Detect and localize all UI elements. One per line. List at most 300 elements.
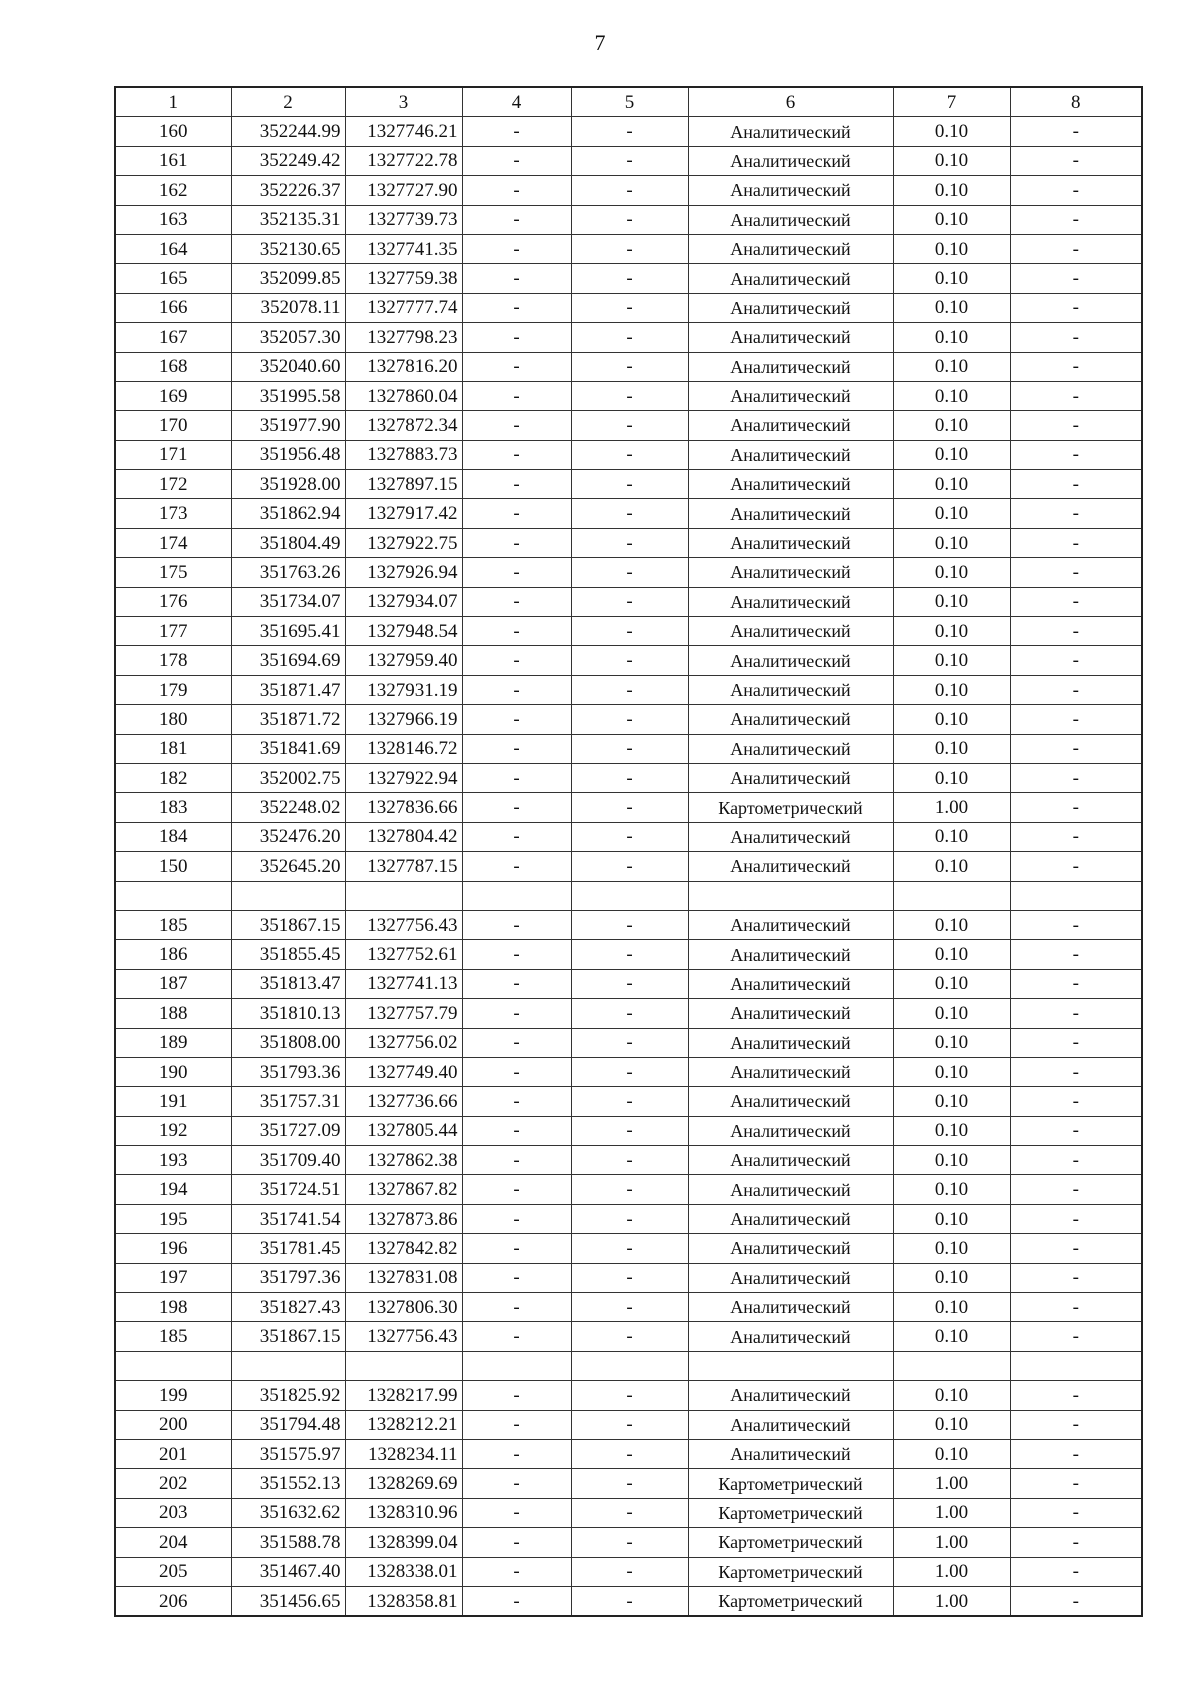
x-coordinate-cell: 351867.15: [231, 910, 345, 939]
y-coordinate-cell: 1327756.43: [345, 1322, 462, 1351]
point-number-cell: 172: [115, 470, 231, 499]
column-4-cell: -: [462, 646, 571, 675]
column-5-cell: -: [571, 499, 688, 528]
y-coordinate-cell: 1327736.66: [345, 1087, 462, 1116]
column-5-cell: -: [571, 470, 688, 499]
x-coordinate-cell: 351552.13: [231, 1469, 345, 1498]
method-cell: Аналитический: [688, 1057, 893, 1086]
column-5-cell: -: [571, 793, 688, 822]
accuracy-cell: 0.10: [893, 323, 1010, 352]
method-cell: Аналитический: [688, 440, 893, 469]
column-8-cell: -: [1010, 1263, 1142, 1292]
point-number-cell: 194: [115, 1175, 231, 1204]
page-number: 7: [594, 30, 606, 55]
method-cell: Аналитический: [688, 705, 893, 734]
point-number-cell: 192: [115, 1116, 231, 1145]
header-cell: 6: [688, 87, 893, 117]
column-4-cell: -: [462, 528, 571, 557]
point-number-cell: 193: [115, 1146, 231, 1175]
y-coordinate-cell: 1327897.15: [345, 470, 462, 499]
x-coordinate-cell: 351763.26: [231, 558, 345, 587]
column-8-cell: -: [1010, 146, 1142, 175]
method-cell: Аналитический: [688, 1263, 893, 1292]
table-row: [115, 1087, 1142, 1116]
x-coordinate-cell: 351724.51: [231, 1175, 345, 1204]
point-number-cell: 166: [115, 293, 231, 322]
point-number-cell: 183: [115, 793, 231, 822]
column-4-cell: -: [462, 558, 571, 587]
column-4-cell: -: [462, 763, 571, 792]
column-5-cell: -: [571, 999, 688, 1028]
point-number-cell: 174: [115, 528, 231, 557]
y-coordinate-cell: 1327862.38: [345, 1146, 462, 1175]
column-8-cell: -: [1010, 1087, 1142, 1116]
x-coordinate-cell: 351871.72: [231, 705, 345, 734]
x-coordinate-cell: 351757.31: [231, 1087, 345, 1116]
x-coordinate-cell: 351808.00: [231, 1028, 345, 1057]
accuracy-cell: 1.00: [893, 1557, 1010, 1586]
accuracy-cell: 0.10: [893, 705, 1010, 734]
x-coordinate-cell: 351695.41: [231, 617, 345, 646]
column-5-cell: -: [571, 323, 688, 352]
y-coordinate-cell: 1327816.20: [345, 352, 462, 381]
column-8-cell: -: [1010, 234, 1142, 263]
table-row: [115, 852, 1142, 881]
column-8-cell: -: [1010, 411, 1142, 440]
method-cell: Картометрический: [688, 1469, 893, 1498]
column-4-cell: -: [462, 205, 571, 234]
column-8-cell: -: [1010, 852, 1142, 881]
column-4-cell: -: [462, 470, 571, 499]
x-coordinate-cell: 352099.85: [231, 264, 345, 293]
point-number-cell: 162: [115, 176, 231, 205]
method-cell: Аналитический: [688, 587, 893, 616]
table-row: [115, 234, 1142, 263]
header-cell: 4: [462, 87, 571, 117]
x-coordinate-cell: 351804.49: [231, 528, 345, 557]
accuracy-cell: 0.10: [893, 352, 1010, 381]
y-coordinate-cell: 1327727.90: [345, 176, 462, 205]
point-number-cell: 185: [115, 910, 231, 939]
column-4-cell: [462, 1351, 571, 1380]
method-cell: Аналитический: [688, 1439, 893, 1468]
column-4-cell: -: [462, 1322, 571, 1351]
point-number-cell: 163: [115, 205, 231, 234]
y-coordinate-cell: 1327926.94: [345, 558, 462, 587]
y-coordinate-cell: 1328146.72: [345, 734, 462, 763]
column-4-cell: -: [462, 1293, 571, 1322]
column-5-cell: -: [571, 264, 688, 293]
x-coordinate-cell: 351862.94: [231, 499, 345, 528]
column-8-cell: -: [1010, 1175, 1142, 1204]
table-row: [115, 793, 1142, 822]
x-coordinate-cell: 351709.40: [231, 1146, 345, 1175]
table-row: [115, 1439, 1142, 1468]
column-5-cell: [571, 881, 688, 910]
y-coordinate-cell: 1327805.44: [345, 1116, 462, 1145]
x-coordinate-cell: 352645.20: [231, 852, 345, 881]
table-row: [115, 117, 1142, 146]
method-cell: Аналитический: [688, 1087, 893, 1116]
column-8-cell: [1010, 1351, 1142, 1380]
method-cell: Картометрический: [688, 793, 893, 822]
column-5-cell: -: [571, 1204, 688, 1233]
accuracy-cell: 1.00: [893, 793, 1010, 822]
method-cell: Аналитический: [688, 969, 893, 998]
column-8-cell: -: [1010, 940, 1142, 969]
accuracy-cell: 0.10: [893, 1234, 1010, 1263]
accuracy-cell: 0.10: [893, 910, 1010, 939]
accuracy-cell: 0.10: [893, 381, 1010, 410]
column-5-cell: -: [571, 1381, 688, 1410]
point-number-cell: 160: [115, 117, 231, 146]
method-cell: Аналитический: [688, 822, 893, 851]
y-coordinate-cell: 1327749.40: [345, 1057, 462, 1086]
y-coordinate-cell: 1327806.30: [345, 1293, 462, 1322]
method-cell: Аналитический: [688, 528, 893, 557]
column-4-cell: [462, 881, 571, 910]
y-coordinate-cell: 1327831.08: [345, 1263, 462, 1292]
table-row: [115, 675, 1142, 704]
point-number-cell: 196: [115, 1234, 231, 1263]
column-8-cell: -: [1010, 793, 1142, 822]
accuracy-cell: 0.10: [893, 205, 1010, 234]
y-coordinate-cell: 1327804.42: [345, 822, 462, 851]
column-4-cell: -: [462, 617, 571, 646]
column-8-cell: -: [1010, 117, 1142, 146]
column-8-cell: -: [1010, 969, 1142, 998]
column-5-cell: -: [571, 675, 688, 704]
table-row: [115, 881, 1142, 910]
method-cell: Аналитический: [688, 264, 893, 293]
accuracy-cell: [893, 1351, 1010, 1380]
y-coordinate-cell: 1327759.38: [345, 264, 462, 293]
x-coordinate-cell: 351575.97: [231, 1439, 345, 1468]
y-coordinate-cell: 1327931.19: [345, 675, 462, 704]
y-coordinate-cell: 1327756.02: [345, 1028, 462, 1057]
column-5-cell: -: [571, 1263, 688, 1292]
point-number-cell: 175: [115, 558, 231, 587]
table-row: [115, 205, 1142, 234]
column-4-cell: -: [462, 264, 571, 293]
table-row: [115, 1057, 1142, 1086]
method-cell: Аналитический: [688, 146, 893, 175]
column-4-cell: -: [462, 1439, 571, 1468]
column-4-cell: -: [462, 1116, 571, 1145]
table-row: [115, 969, 1142, 998]
x-coordinate-cell: 351813.47: [231, 969, 345, 998]
column-5-cell: -: [571, 558, 688, 587]
x-coordinate-cell: 351588.78: [231, 1528, 345, 1557]
accuracy-cell: 0.10: [893, 969, 1010, 998]
method-cell: Аналитический: [688, 1204, 893, 1233]
table-row: [115, 1322, 1142, 1351]
x-coordinate-cell: 351825.92: [231, 1381, 345, 1410]
point-number-cell: 150: [115, 852, 231, 881]
point-number-cell: 176: [115, 587, 231, 616]
point-number-cell: 189: [115, 1028, 231, 1057]
column-4-cell: -: [462, 440, 571, 469]
x-coordinate-cell: 351741.54: [231, 1204, 345, 1233]
y-coordinate-cell: 1327934.07: [345, 587, 462, 616]
x-coordinate-cell: 352130.65: [231, 234, 345, 263]
x-coordinate-cell: 351855.45: [231, 940, 345, 969]
column-5-cell: -: [571, 1410, 688, 1439]
method-cell: Аналитический: [688, 852, 893, 881]
x-coordinate-cell: 352040.60: [231, 352, 345, 381]
point-number-cell: 190: [115, 1057, 231, 1086]
accuracy-cell: 0.10: [893, 1028, 1010, 1057]
point-number-cell: 185: [115, 1322, 231, 1351]
column-5-cell: -: [571, 117, 688, 146]
y-coordinate-cell: 1328358.81: [345, 1586, 462, 1616]
method-cell: Аналитический: [688, 470, 893, 499]
column-8-cell: -: [1010, 1498, 1142, 1527]
x-coordinate-cell: [231, 1351, 345, 1380]
y-coordinate-cell: 1327917.42: [345, 499, 462, 528]
point-number-cell: 165: [115, 264, 231, 293]
y-coordinate-cell: 1327867.82: [345, 1175, 462, 1204]
accuracy-cell: 0.10: [893, 1175, 1010, 1204]
accuracy-cell: 0.10: [893, 176, 1010, 205]
column-8-cell: -: [1010, 1204, 1142, 1233]
method-cell: Аналитический: [688, 910, 893, 939]
point-number-cell: 200: [115, 1410, 231, 1439]
method-cell: [688, 1351, 893, 1380]
column-8-cell: -: [1010, 646, 1142, 675]
column-4-cell: -: [462, 1410, 571, 1439]
column-5-cell: -: [571, 352, 688, 381]
x-coordinate-cell: 352476.20: [231, 822, 345, 851]
column-8-cell: -: [1010, 1410, 1142, 1439]
y-coordinate-cell: 1327777.74: [345, 293, 462, 322]
method-cell: Аналитический: [688, 999, 893, 1028]
y-coordinate-cell: 1327842.82: [345, 1234, 462, 1263]
accuracy-cell: 0.10: [893, 822, 1010, 851]
accuracy-cell: 0.10: [893, 528, 1010, 557]
column-5-cell: -: [571, 646, 688, 675]
column-5-cell: -: [571, 734, 688, 763]
y-coordinate-cell: 1328310.96: [345, 1498, 462, 1527]
table-row: [115, 910, 1142, 939]
table-row: [115, 1234, 1142, 1263]
header-cell: 7: [893, 87, 1010, 117]
y-coordinate-cell: [345, 881, 462, 910]
y-coordinate-cell: 1327752.61: [345, 940, 462, 969]
x-coordinate-cell: 351781.45: [231, 1234, 345, 1263]
x-coordinate-cell: 351734.07: [231, 587, 345, 616]
y-coordinate-cell: 1328234.11: [345, 1439, 462, 1468]
column-4-cell: -: [462, 940, 571, 969]
point-number-cell: 203: [115, 1498, 231, 1527]
table-row: [115, 1175, 1142, 1204]
table-row: [115, 705, 1142, 734]
coordinates-table: [114, 86, 1143, 1617]
column-8-cell: -: [1010, 1586, 1142, 1616]
column-5-cell: -: [571, 1322, 688, 1351]
accuracy-cell: 0.10: [893, 1322, 1010, 1351]
accuracy-cell: 0.10: [893, 617, 1010, 646]
column-4-cell: -: [462, 1087, 571, 1116]
method-cell: Аналитический: [688, 1381, 893, 1410]
table-row: [115, 264, 1142, 293]
table-row: [115, 1028, 1142, 1057]
y-coordinate-cell: 1327966.19: [345, 705, 462, 734]
table-row: [115, 1586, 1142, 1616]
method-cell: Аналитический: [688, 675, 893, 704]
column-5-cell: -: [571, 234, 688, 263]
column-4-cell: -: [462, 176, 571, 205]
accuracy-cell: 0.10: [893, 234, 1010, 263]
x-coordinate-cell: 351632.62: [231, 1498, 345, 1527]
column-5-cell: -: [571, 1439, 688, 1468]
y-coordinate-cell: 1327757.79: [345, 999, 462, 1028]
y-coordinate-cell: 1327787.15: [345, 852, 462, 881]
method-cell: Аналитический: [688, 411, 893, 440]
column-5-cell: -: [571, 440, 688, 469]
column-8-cell: -: [1010, 705, 1142, 734]
point-number-cell: 186: [115, 940, 231, 969]
column-5-cell: -: [571, 822, 688, 851]
x-coordinate-cell: 351456.65: [231, 1586, 345, 1616]
table-row: [115, 352, 1142, 381]
column-5-cell: -: [571, 176, 688, 205]
column-5-cell: -: [571, 146, 688, 175]
accuracy-cell: 0.10: [893, 1057, 1010, 1086]
table-row: [115, 1351, 1142, 1380]
accuracy-cell: 0.10: [893, 146, 1010, 175]
column-8-cell: -: [1010, 1528, 1142, 1557]
table-row: [115, 440, 1142, 469]
y-coordinate-cell: 1328269.69: [345, 1469, 462, 1498]
table-row: [115, 528, 1142, 557]
column-8-cell: -: [1010, 1322, 1142, 1351]
column-5-cell: -: [571, 205, 688, 234]
point-number-cell: 171: [115, 440, 231, 469]
y-coordinate-cell: 1328338.01: [345, 1557, 462, 1586]
table-header-row: [115, 87, 1142, 117]
method-cell: Аналитический: [688, 763, 893, 792]
accuracy-cell: 0.10: [893, 1263, 1010, 1292]
table-row: [115, 999, 1142, 1028]
column-8-cell: -: [1010, 910, 1142, 939]
table-row: [115, 1116, 1142, 1145]
y-coordinate-cell: 1328212.21: [345, 1410, 462, 1439]
method-cell: Аналитический: [688, 940, 893, 969]
column-8-cell: -: [1010, 1146, 1142, 1175]
column-4-cell: -: [462, 381, 571, 410]
table-row: [115, 499, 1142, 528]
column-8-cell: -: [1010, 293, 1142, 322]
column-8-cell: -: [1010, 1557, 1142, 1586]
column-8-cell: [1010, 881, 1142, 910]
y-coordinate-cell: 1327741.35: [345, 234, 462, 263]
point-number-cell: [115, 1351, 231, 1380]
table-row: [115, 1293, 1142, 1322]
column-8-cell: -: [1010, 1116, 1142, 1145]
point-number-cell: 161: [115, 146, 231, 175]
column-8-cell: -: [1010, 1234, 1142, 1263]
column-8-cell: -: [1010, 323, 1142, 352]
accuracy-cell: 0.10: [893, 499, 1010, 528]
column-4-cell: -: [462, 999, 571, 1028]
column-4-cell: -: [462, 1469, 571, 1498]
method-cell: Картометрический: [688, 1528, 893, 1557]
x-coordinate-cell: 351827.43: [231, 1293, 345, 1322]
method-cell: Аналитический: [688, 558, 893, 587]
x-coordinate-cell: 352249.42: [231, 146, 345, 175]
accuracy-cell: 0.10: [893, 440, 1010, 469]
accuracy-cell: 0.10: [893, 646, 1010, 675]
accuracy-cell: 0.10: [893, 940, 1010, 969]
column-5-cell: -: [571, 1175, 688, 1204]
column-4-cell: -: [462, 910, 571, 939]
point-number-cell: 184: [115, 822, 231, 851]
method-cell: Аналитический: [688, 499, 893, 528]
point-number-cell: 205: [115, 1557, 231, 1586]
accuracy-cell: 1.00: [893, 1498, 1010, 1527]
table-row: [115, 822, 1142, 851]
column-4-cell: -: [462, 1586, 571, 1616]
accuracy-cell: 0.10: [893, 1439, 1010, 1468]
column-4-cell: -: [462, 1263, 571, 1292]
accuracy-cell: 0.10: [893, 1146, 1010, 1175]
column-4-cell: -: [462, 323, 571, 352]
method-cell: Аналитический: [688, 734, 893, 763]
method-cell: Аналитический: [688, 1116, 893, 1145]
method-cell: Аналитический: [688, 646, 893, 675]
y-coordinate-cell: [345, 1351, 462, 1380]
column-5-cell: -: [571, 1528, 688, 1557]
x-coordinate-cell: 351928.00: [231, 470, 345, 499]
accuracy-cell: 1.00: [893, 1528, 1010, 1557]
column-4-cell: -: [462, 411, 571, 440]
point-number-cell: 199: [115, 1381, 231, 1410]
x-coordinate-cell: 351841.69: [231, 734, 345, 763]
x-coordinate-cell: 351467.40: [231, 1557, 345, 1586]
column-5-cell: -: [571, 1028, 688, 1057]
accuracy-cell: 1.00: [893, 1469, 1010, 1498]
table-row: [115, 411, 1142, 440]
column-4-cell: -: [462, 1028, 571, 1057]
point-number-cell: 198: [115, 1293, 231, 1322]
point-number-cell: 177: [115, 617, 231, 646]
column-4-cell: -: [462, 1146, 571, 1175]
column-8-cell: -: [1010, 1028, 1142, 1057]
point-number-cell: 173: [115, 499, 231, 528]
method-cell: Картометрический: [688, 1557, 893, 1586]
table-row: [115, 1528, 1142, 1557]
x-coordinate-cell: 351727.09: [231, 1116, 345, 1145]
column-4-cell: -: [462, 352, 571, 381]
accuracy-cell: 0.10: [893, 1410, 1010, 1439]
point-number-cell: 180: [115, 705, 231, 734]
x-coordinate-cell: [231, 881, 345, 910]
header-cell: 8: [1010, 87, 1142, 117]
accuracy-cell: 0.10: [893, 293, 1010, 322]
y-coordinate-cell: 1327873.86: [345, 1204, 462, 1233]
accuracy-cell: 0.10: [893, 852, 1010, 881]
x-coordinate-cell: 351793.36: [231, 1057, 345, 1086]
x-coordinate-cell: 351995.58: [231, 381, 345, 410]
column-4-cell: -: [462, 1557, 571, 1586]
x-coordinate-cell: 352057.30: [231, 323, 345, 352]
column-5-cell: -: [571, 1557, 688, 1586]
column-4-cell: -: [462, 705, 571, 734]
x-coordinate-cell: 352002.75: [231, 763, 345, 792]
column-8-cell: -: [1010, 734, 1142, 763]
y-coordinate-cell: 1327746.21: [345, 117, 462, 146]
